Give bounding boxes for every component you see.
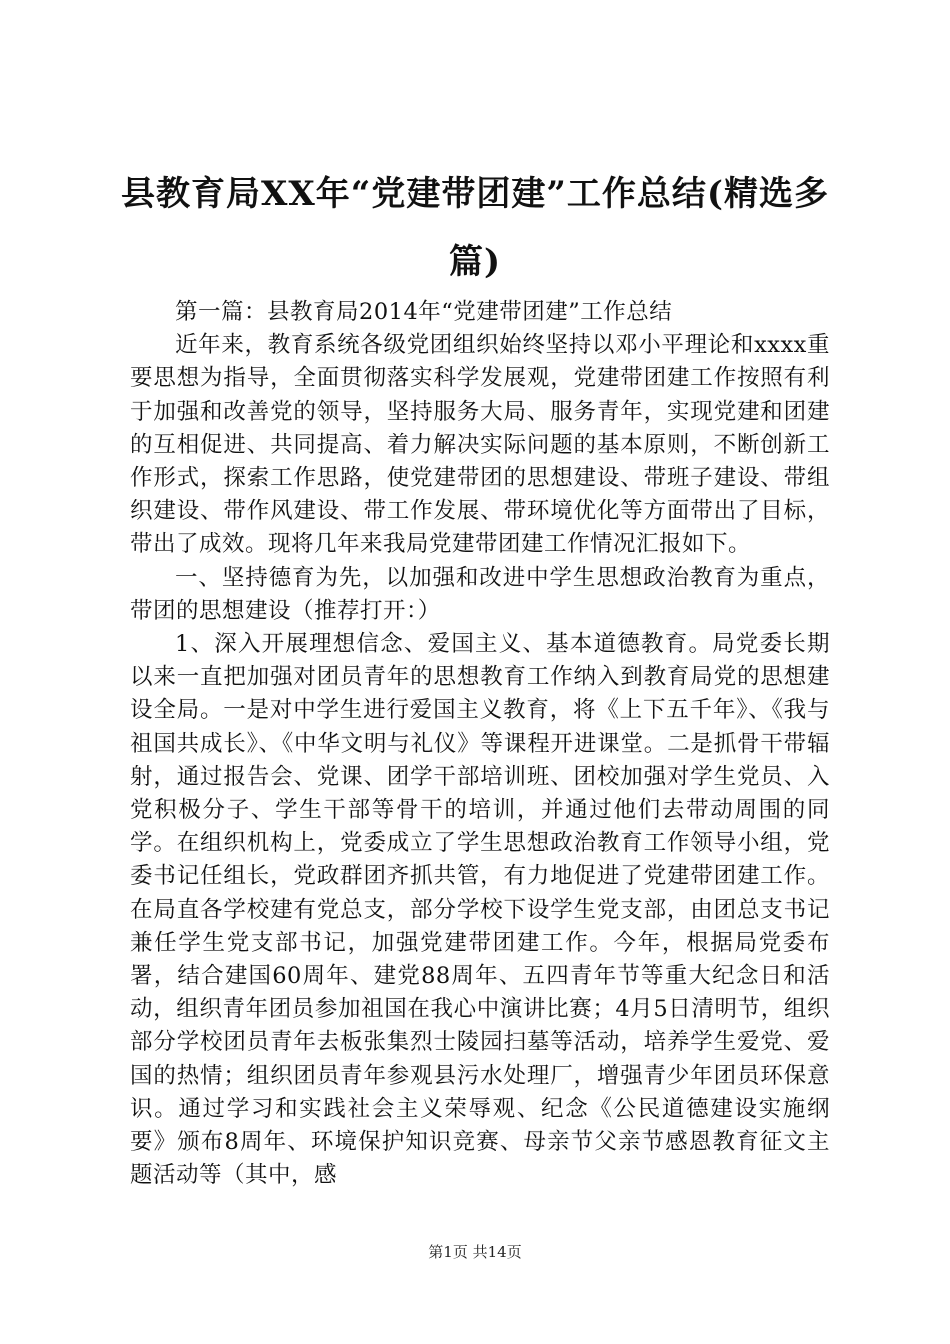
body-paragraph: 1、深入开展理想信念、爱国主义、基本道德教育。局党委长期以来一直把加强对团员青年的思想教育工作纳入到教育局党的思想建设全局。一是对中学生进行爱国主义教育，将《上下五千年》、《我与祖国共成长》、《中华文明与礼仪》等课程开进课堂。二是抓骨干带辐射，通过报告会、党课、团学干部培训班、团校加强对学生党员、入党积极分子、学生干部等骨干的培训，并通过他们去带动周围的同学。在组织机构上，党委成立了学生思想政治教育工作领导小组，党委书记任组长，党政群团齐抓共管，有力地促进了党建带团建工作。在局直各学校建有党总支，部分学校下设学生党支部，由团总支书记兼任学生党支部书记，加强党建带团建工作。今年，根据局党委布署，结合建国60周年、建党88周年、五四青年节等重大纪念日和活动，组织青年团员参加祖国在我心中演讲比赛；4月5日清明节，组织部分学校团员青年去板张集烈士陵园扫墓等活动，培养学生爱党、爱国的热情；组织团员青年参观县污水处理厂，增强青少年团员环保意识。通过学习和实践社会主义荣辱观、纪念《公民道德建设实施纲要》颁布8周年、环境保护知识竞赛、母亲节父亲节感恩教育征文主题活动等（其中，感: [130, 631, 830, 1189]
document-title: 县教育局XX年“党建带团建”工作总结(精选多篇): [121, 174, 829, 282]
body-paragraph: 近年来，教育系统各级党团组织始终坚持以邓小平理论和xxxx重要思想为指导，全面贯彻落实科学发展观，党建带团建工作按照有利于加强和改善党的领导，坚持服务大局、服务青年，实现党建和团建的互相促进、共同提高、着力解决实际问题的基本原则，不断创新工作形式，探索工作思路，使党建带团的思想建设、带班子建设、带组织建设、带作风建设、带工作发展、带环境优化等方面带出了目标，带出了成效。现将几年来我局党建带团建工作情况汇报如下。: [130, 332, 830, 558]
body-paragraph: 一、坚持德育为先，以加强和改进中学生思想政治教育为重点，带团的思想建设（推荐打开：）: [130, 564, 830, 624]
document-body: [130, 296, 830, 1192]
page-number-footer: 第1页 共14页: [428, 1243, 522, 1261]
section-heading: 第一篇：县教育局2014年“党建带团建”工作总结: [175, 299, 673, 325]
